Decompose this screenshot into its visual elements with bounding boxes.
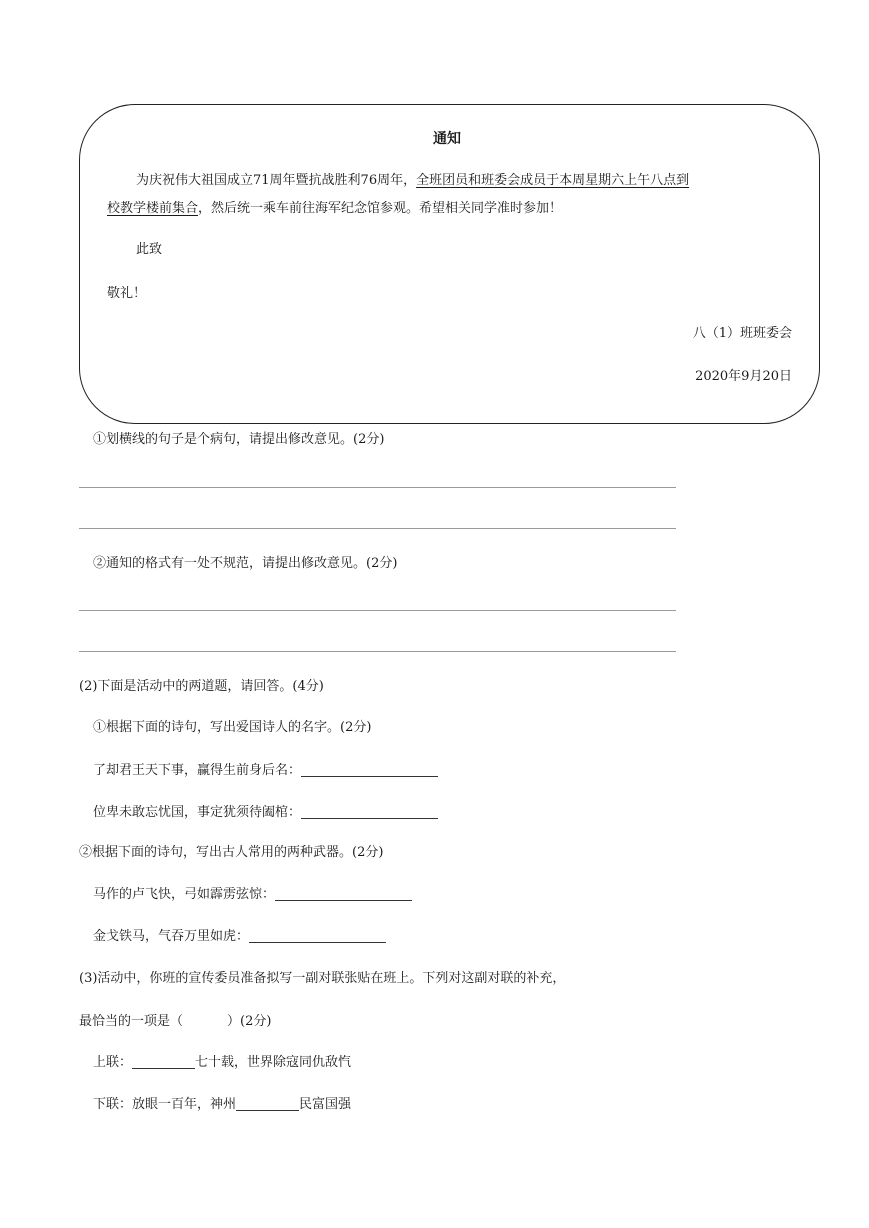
question-2: (2)下面是活动中的两道题，请回答。(4分)	[79, 679, 324, 694]
question-2-2: ②根据下面的诗句，写出古人常用的两种武器。(2分)	[79, 845, 384, 860]
question-3-line2	[79, 1013, 271, 1031]
notice-para-suffix: ，然后统一乘车前往海军纪念馆参观。希望相关同学准时参加！	[198, 201, 563, 216]
poem-line-3	[93, 886, 412, 904]
notice-closing-2: 敬礼！	[107, 286, 147, 301]
couplet-blank[interactable]	[132, 1054, 195, 1069]
poem-line-2	[93, 804, 438, 822]
question-3-text-b: ）(2分)	[227, 1014, 272, 1029]
notice-paragraph-line2	[107, 200, 562, 218]
poem-text: 了却君王天下事，赢得生前身后名：	[93, 763, 302, 778]
fill-blank[interactable]	[301, 762, 438, 777]
notice-para-prefix: 为庆祝伟大祖国成立71周年暨抗战胜利76周年，	[136, 173, 417, 188]
poem-text: 金戈铁马，气吞万里如虎：	[93, 929, 250, 944]
question-1-1: ①划横线的句子是个病句，请提出修改意见。(2分)	[93, 432, 385, 447]
fill-blank[interactable]	[301, 804, 438, 819]
notice-signature: 八（1）班班委会	[692, 326, 792, 341]
couplet-lower	[93, 1096, 351, 1114]
question-3-line1: (3)活动中，你班的宣传委员准备拟写一副对联张贴在班上。下列对这副对联的补充，	[79, 971, 566, 986]
question-2-1: ①根据下面的诗句，写出爱国诗人的名字。(2分)	[93, 720, 372, 735]
couplet-upper-text: 七十载，世界除寇同仇敌忾	[195, 1055, 352, 1070]
answer-line[interactable]	[79, 610, 676, 611]
underlined-sentence-part2: 校教学楼前集合	[107, 201, 199, 216]
couplet-lower-text-b: 民富国强	[299, 1097, 352, 1112]
fill-blank[interactable]	[275, 886, 412, 901]
notice-paragraph-line1	[136, 172, 689, 190]
notice-title: 通知	[433, 131, 461, 147]
answer-line[interactable]	[79, 651, 676, 652]
notice-date: 2020年9月20日	[695, 369, 792, 384]
couplet-blank[interactable]	[236, 1096, 299, 1111]
question-3-text-a: 最恰当的一项是（	[79, 1014, 184, 1029]
underlined-sentence-part1: 全班团员和班委会成员于本周星期六上午八点到	[416, 173, 690, 188]
couplet-upper-label: 上联：	[93, 1055, 133, 1070]
notice-closing-1: 此致	[136, 242, 163, 257]
couplet-lower-text-a: 下联：放眼一百年，神州	[93, 1097, 237, 1112]
poem-line-4	[93, 928, 386, 946]
fill-blank[interactable]	[249, 928, 386, 943]
poem-text: 位卑未敢忘忧国，事定犹须待阖棺：	[93, 805, 302, 820]
poem-line-1	[93, 762, 438, 780]
answer-line[interactable]	[79, 528, 676, 529]
question-1-2: ②通知的格式有一处不规范，请提出修改意见。(2分)	[93, 556, 398, 571]
answer-line[interactable]	[79, 487, 676, 488]
couplet-upper	[93, 1054, 351, 1072]
poem-text: 马作的卢飞快，弓如霹雳弦惊：	[93, 887, 276, 902]
